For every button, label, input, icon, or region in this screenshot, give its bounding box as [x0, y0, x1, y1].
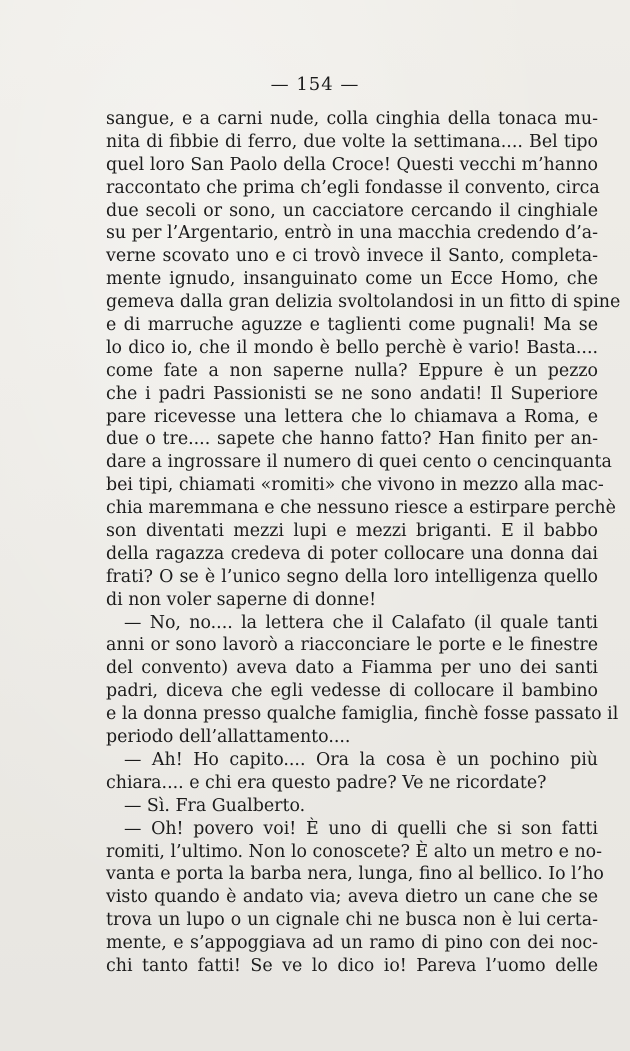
text-line: del convento) aveva dato a Fiamma per uno dei santi	[106, 658, 598, 679]
text-line: su per l’Argentario, entrò in una macchia credendo d’a-	[106, 223, 598, 244]
text-line: verne scovato uno e ci trovò invece il Santo, completa-	[106, 246, 598, 267]
text-line: lo dico io, che il mondo è bello perchè è vario! Basta....	[106, 337, 598, 358]
text-line: frati? O se è l’unico segno della loro intelligenza quello	[106, 566, 598, 587]
body-text	[106, 108, 621, 978]
text-line: pare ricevesse una lettera che lo chiamava a Roma, e	[106, 406, 598, 427]
text-line: — No, no.... la lettera che il Calafato (il quale tanti	[124, 612, 598, 633]
text-line: quel loro San Paolo della Croce! Questi vecchi m’hanno	[106, 154, 598, 175]
text-line: visto quando è andato via; aveva dietro un cane che se	[106, 887, 598, 908]
text-line: chiara.... e chi era questo padre? Ve ne ricordate?	[106, 772, 547, 793]
text-line: bei tipi, chiamati «romiti» che vivono in mezzo alla mac-	[106, 475, 604, 496]
text-line: trova un lupo o un cignale chi ne busca non è lui certa-	[106, 910, 598, 931]
text-line: come fate a non saperne nulla? Eppure è un pezzo	[106, 360, 598, 381]
page-number: — 154 —	[270, 74, 360, 95]
text-line: son diventati mezzi lupi e mezzi briganti. E il babbo	[106, 521, 598, 542]
text-line: — Ah! Ho capito.... Ora la cosa è un pochino più	[124, 749, 598, 770]
text-line: due secoli or sono, un cacciatore cercando il cinghiale	[106, 200, 598, 221]
text-line: sangue, e a carni nude, colla cinghia della tonaca mu-	[106, 109, 598, 129]
text-line: mente ignudo, insanguinato come un Ecce Homo, che	[106, 269, 598, 290]
text-line: chi tanto fatti! Se ve lo dico io! Pareva l’uomo delle	[106, 955, 598, 976]
text-line: romiti, l’ultimo. Non lo conoscete? È alto un metro e no-	[106, 841, 603, 862]
text-line: di non voler saperne di donne!	[106, 589, 377, 610]
text-line: mente, e s’appoggiava ad un ramo di pino con dei noc-	[106, 933, 598, 954]
text-line: e la donna presso qualche famiglia, finchè fosse passato il	[106, 704, 619, 725]
text-line: padri, diceva che egli vedesse di collocare il bambino	[106, 681, 598, 702]
text-line: e di marruche aguzze e taglienti come pugnali! Ma se	[106, 315, 598, 336]
text-line: che i padri Passionisti se ne sono andati! Il Superiore	[106, 383, 598, 404]
text-line: periodo dell’allattamento....	[106, 727, 351, 748]
text-line: dare a ingrossare il numero di quei cento o cencinquanta	[106, 452, 612, 473]
text-line: raccontato che prima ch’egli fondasse il convento, circa	[106, 177, 600, 198]
text-line: della ragazza credeva di poter collocare una donna dai	[106, 543, 598, 564]
text-line: vanta e porta la barba nera, lunga, fino al bellico. Io l’ho	[106, 864, 604, 885]
text-line: gemeva dalla gran delizia svoltolandosi in un fitto di spine	[106, 292, 621, 313]
text-line: nita di fibbie di ferro, due volte la settimana.... Bel tipo	[106, 131, 598, 152]
text-line: — Oh! povero voi! È uno di quelli che si son fatti	[124, 818, 598, 839]
text-line: — Sì. Fra Gualberto.	[124, 795, 306, 816]
text-line: anni or sono lavorò a riacconciare le porte e le finestre	[106, 635, 598, 656]
text-line: due o tre.... sapete che hanno fatto? Han finito per an-	[106, 429, 598, 450]
text-line: chia maremmana e che nessuno riesce a estirpare perchè	[106, 498, 616, 519]
